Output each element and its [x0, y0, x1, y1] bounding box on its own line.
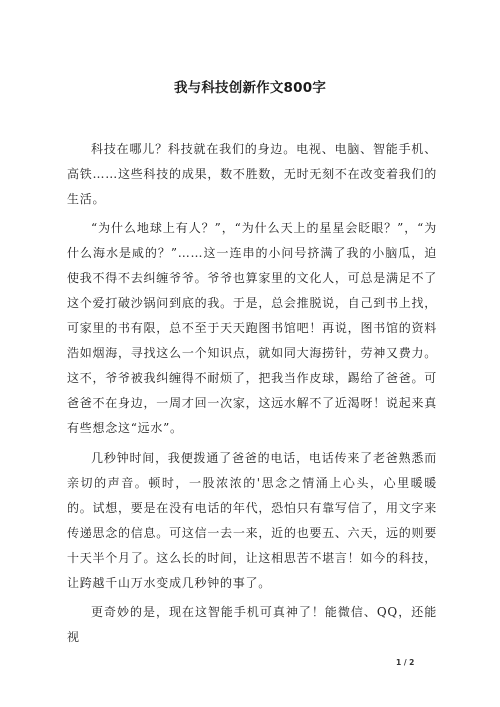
document-title: 我与科技创新作文800字 [173, 80, 327, 96]
paragraph: 更奇妙的是，现在这智能手机可真神了！能微信、QQ，还能视 [67, 605, 437, 645]
document-body [67, 137, 437, 653]
paragraph: 几秒钟时间，我便拨通了爸爸的电话，电话传来了老爸熟悉而亲切的声音。顿时，一股浓浓的'思念之情涌上心头，心里暖暖的。试想，要是在没有电话的年代，恐怕只有靠写信了，用文字来传递思念的信息。可这信一去一来，近的也要五、六天，远的则要十天半个月了。这么长的时间，让这相思苦不堪言！如今的科技，让跨越千山万水变成几秒钟的事了。 [67, 450, 437, 590]
paragraph: 科技在哪儿？科技就在我们的身边。电视、电脑、智能手机、高铁……这些科技的成果，数不胜数，无时无刻不在改变着我们的生活。 [67, 142, 437, 206]
paragraph: “为什么地球上有人？”，“为什么天上的星星会眨眼？”，“为什么海水是咸的？”……这一连串的小问号挤满了我的小脑瓜，迫使我不得不去纠缠爷爷。爷爷也算家里的文化人，可总是满足不了这个爱打破沙锅问到底的我。于是，总会推脱说，自己到书上找，可家里的书有限，总不至于天天跑图书馆吧！再说，图书馆的资料浩如烟海，寻找这么一个知识点，就如同大海捞针，劳神又费力。这不，爷爷被我纠缠得不耐烦了，把我当作皮球，踢给了爸爸。可爸爸不在身边，一周才回一次家，这远水解不了近渴呀！说起来真有些想念这“远水”。 [67, 221, 437, 436]
page-number: 1 / 2 [396, 658, 415, 667]
